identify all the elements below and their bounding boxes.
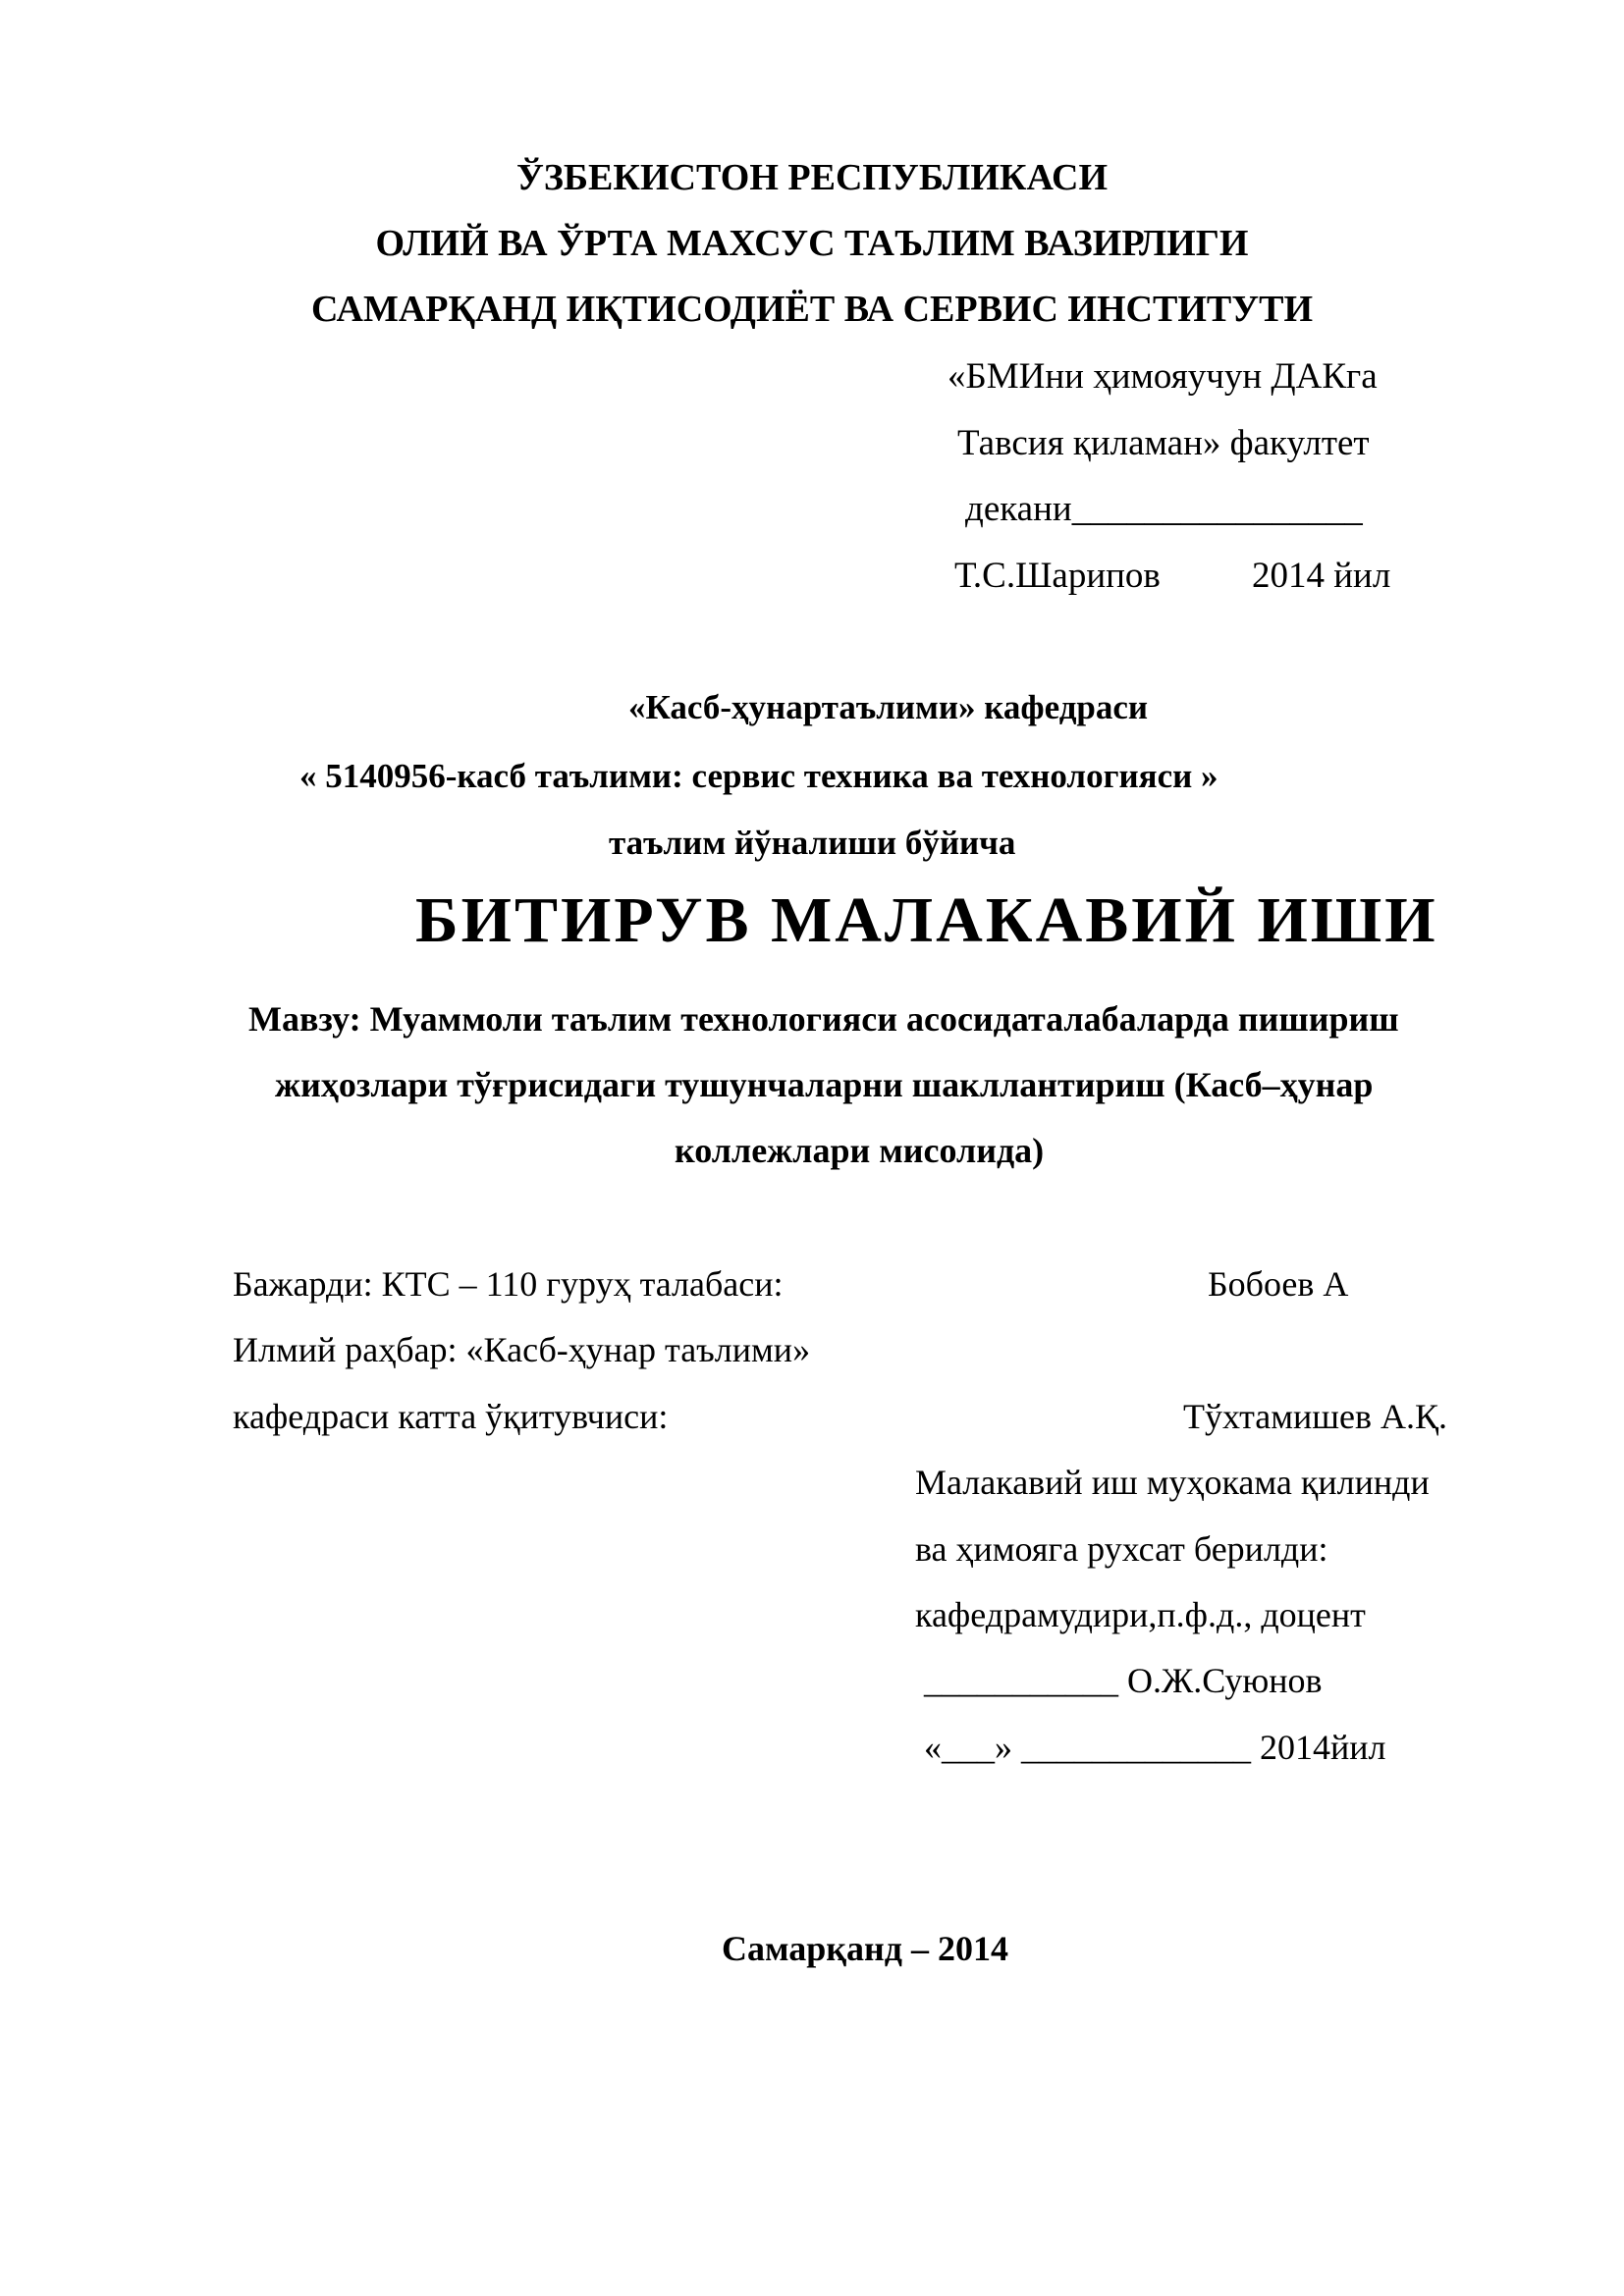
document-title: БИТИРУВ МАЛАКАВИЙ ИШИ <box>415 884 1438 956</box>
performer-label: Бажарди: КТС – 110 гуруҳ талабаси: <box>233 1264 784 1304</box>
performer-name: Бобоев А <box>1208 1264 1349 1304</box>
defense-date-line: «___» _____________ 2014йил <box>915 1728 1386 1767</box>
department-name: «Касб-ҳунартаълими» кафедраси <box>628 688 1149 726</box>
dean-name: Т.С.Шарипов <box>954 556 1161 596</box>
topic-line-3: коллежлари мисолида) <box>675 1131 1045 1170</box>
topic-line-1: Мавзу: Муаммоли таълим технологияси асосидаталабаларда пишириш <box>248 999 1399 1039</box>
supervisor-name: Тўхтамишев А.Қ. <box>1183 1397 1447 1436</box>
city-year: Самарқанд – 2014 <box>722 1929 1008 1968</box>
defense-line-3: кафедрамудири,п.ф.д., доцент <box>915 1595 1366 1634</box>
approval-line-2: Тавсия қиламан» факултет <box>957 423 1370 463</box>
defense-line-2: ва ҳимояга рухсат берилди: <box>915 1529 1328 1569</box>
direction-label: таълим йўналиши бўйича <box>609 824 1016 862</box>
specialty: « 5140956-касб таълими: сервис техника ва технологияси » <box>299 757 1218 795</box>
supervisor-label-2: кафедраси катта ўқитувчиси: <box>233 1397 669 1436</box>
supervisor-label-1: Илмий раҳбар: «Касб-ҳунар таълими» <box>233 1330 811 1369</box>
ministry-heading: ОЛИЙ ВА ЎРТА МАХСУС ТАЪЛИМ ВАЗИРЛИГИ <box>375 223 1249 264</box>
topic-line-2: жиҳозлари тўғрисидаги тушунчаларни шакллантириш (Касб–ҳунар <box>275 1065 1374 1104</box>
institute-heading: САМАРҚАНД ИҚТИСОДИЁТ ВА СЕРВИС ИНСТИТУТИ <box>310 289 1314 330</box>
head-of-department-signature: ___________ О.Ж.Суюнов <box>915 1661 1323 1700</box>
approval-line-1: «БМИни ҳимояучун ДАКга <box>947 356 1378 397</box>
approval-year: 2014 йил <box>1252 556 1391 596</box>
approval-line-3: декани________________ <box>965 489 1363 529</box>
defense-line-1: Малакавий иш муҳокама қилинди <box>915 1463 1430 1502</box>
country-heading: ЎЗБЕКИСТОН РЕСПУБЛИКАСИ <box>515 157 1109 198</box>
